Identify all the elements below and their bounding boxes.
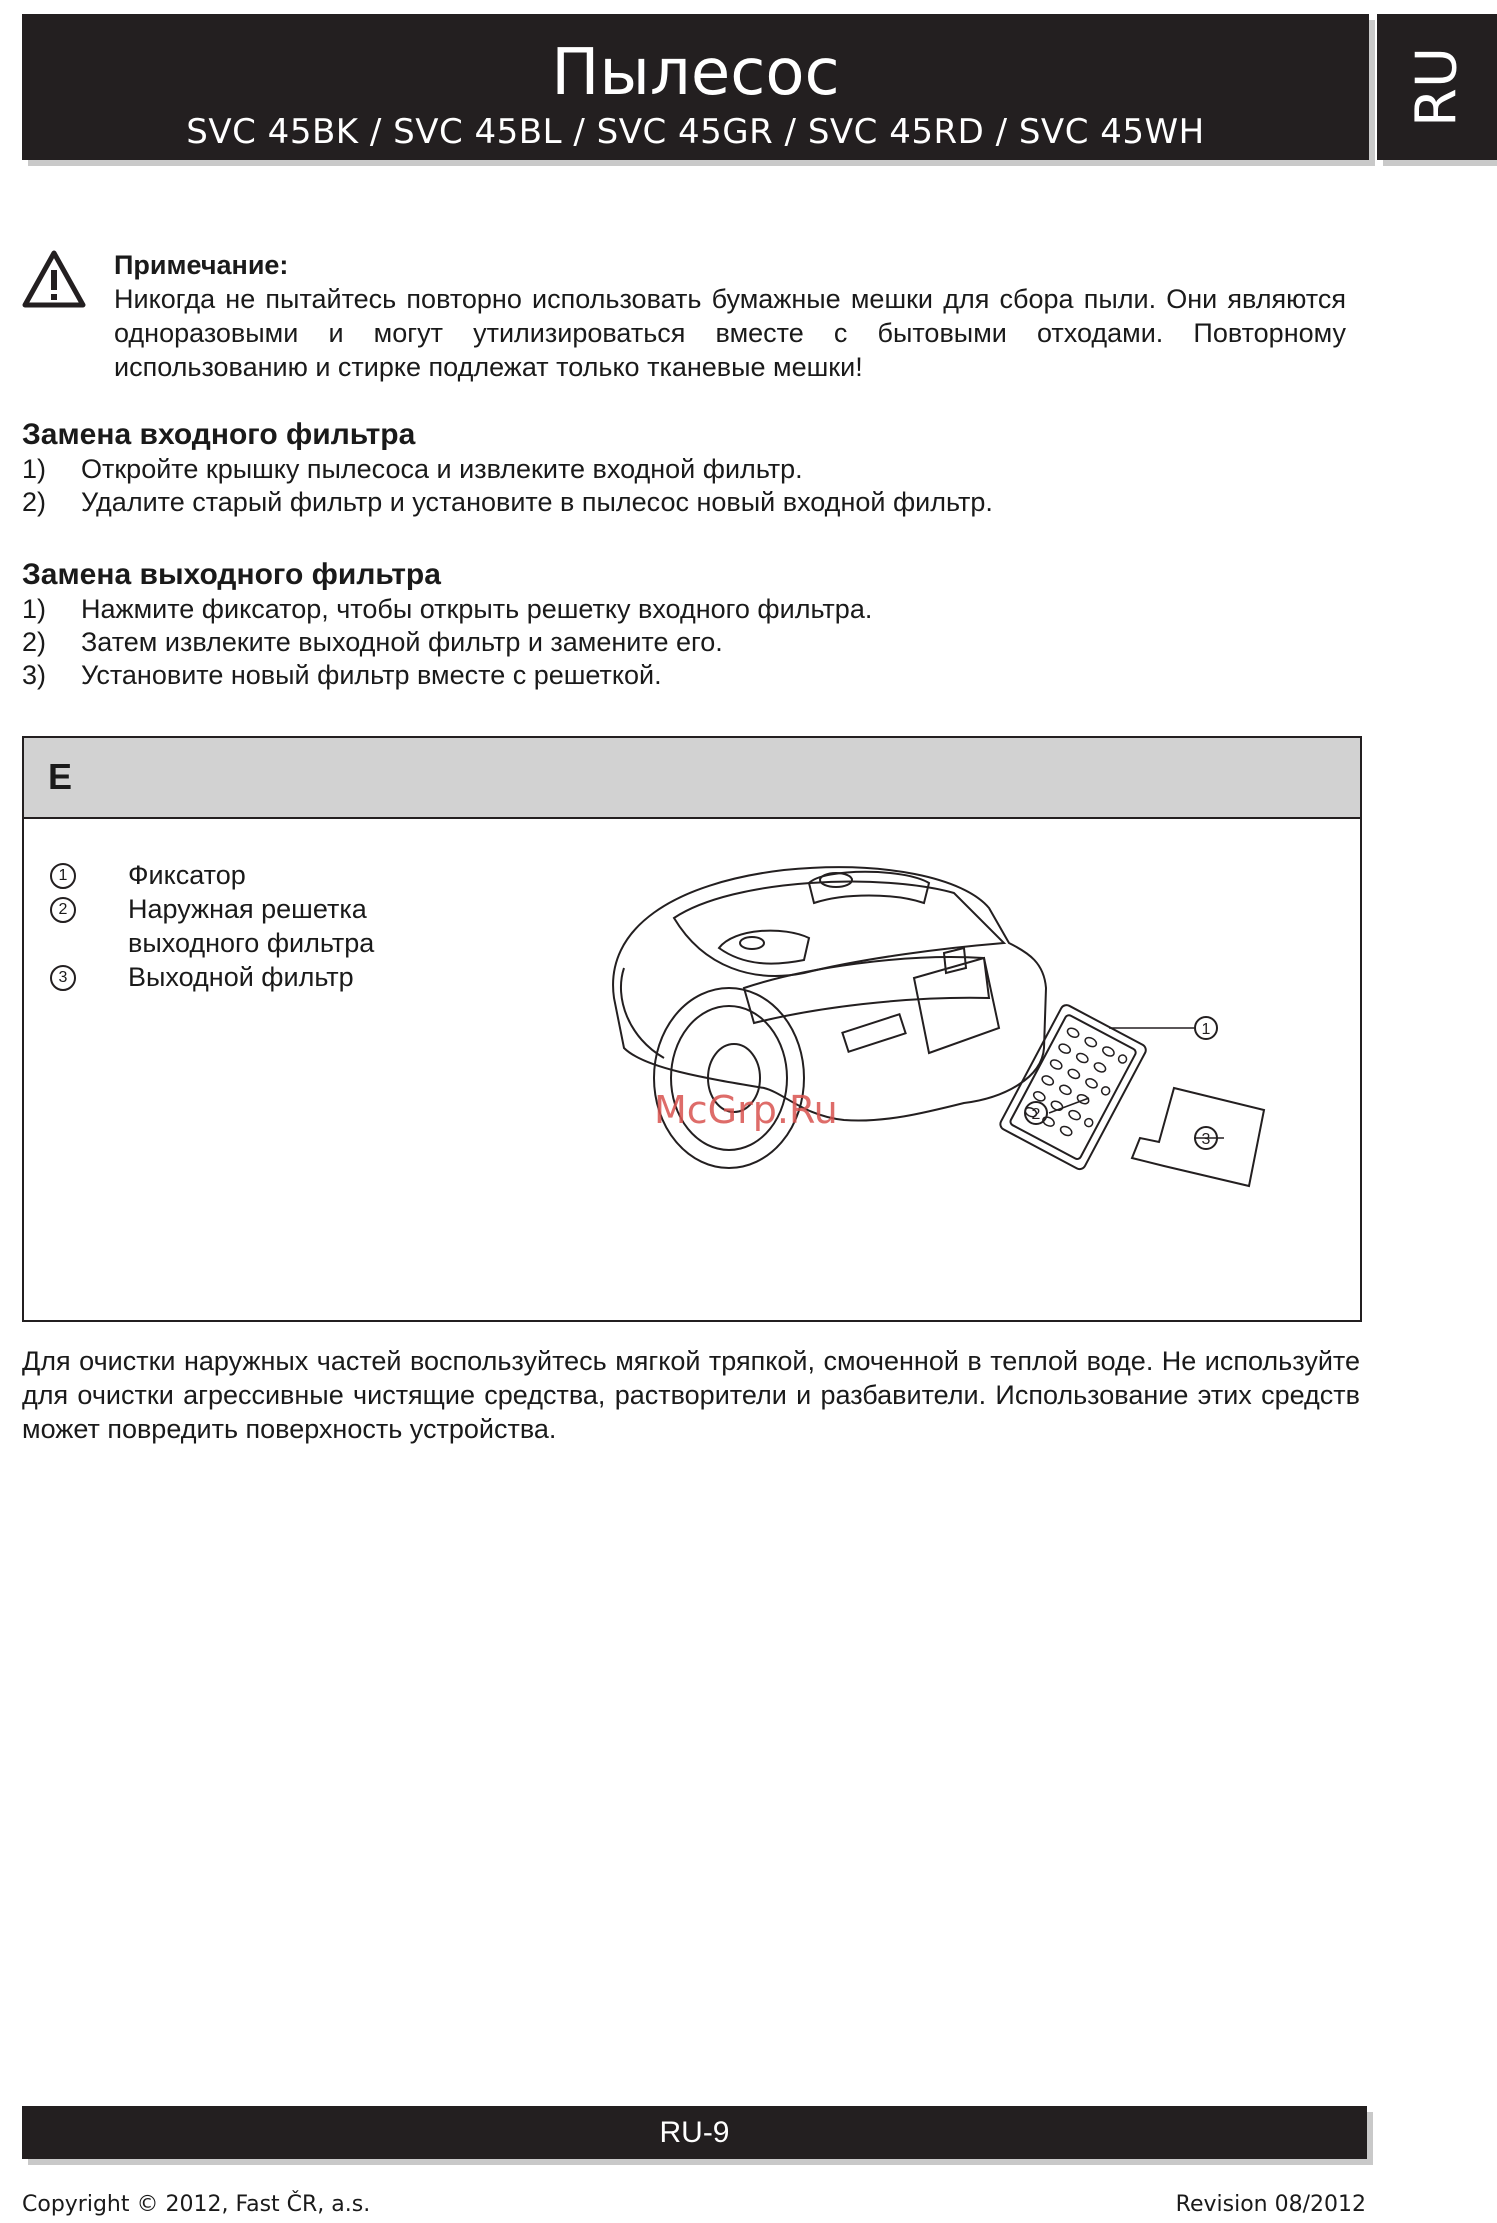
step-text: Удалите старый фильтр и установите в пылесос новый входной фильтр. <box>81 487 993 517</box>
step-number: 1) <box>22 594 47 624</box>
model-list: SVC 45BK / SVC 45BL / SVC 45GR / SVC 45RD / SVC 45WH <box>186 112 1205 152</box>
figure-e <box>22 736 1362 1322</box>
cleaning-text: Для очистки наружных частей воспользуйтесь мягкой тряпкой, смоченной в теплой воде. Не используйте для очистки агрессивные чистящие средства, растворители и разбавители. Использование этих средств может повредить поверхность устройства. <box>22 1346 1360 1444</box>
step-number: 1) <box>22 454 47 484</box>
callout-label-2: 2 <box>1031 1106 1041 1123</box>
step-text: Затем извлеките выходной фильтр и замените его. <box>81 627 723 657</box>
vacuum-handle <box>809 872 929 903</box>
outer-grille-holes <box>1024 1026 1128 1144</box>
front-button-cap <box>740 937 764 949</box>
footer-bar <box>22 2106 1367 2159</box>
figure-letter: E <box>48 756 73 797</box>
header-bar <box>22 14 1369 160</box>
legend-text: Выходной фильтр <box>128 962 354 992</box>
outer-grille-inner <box>1009 1014 1137 1161</box>
copyright: Copyright © 2012, Fast ČR, a.s. <box>22 2192 371 2217</box>
outlet-filter-title: Замена выходного фильтра <box>22 558 441 591</box>
callout-line-2 <box>1049 1098 1089 1113</box>
callout-label-1: 1 <box>1201 1021 1211 1038</box>
note-title: Примечание: <box>114 250 289 280</box>
step-text: Откройте крышку пылесоса и извлеките входной фильтр. <box>81 454 803 484</box>
legend-item <box>48 858 428 892</box>
legend-text: Фиксатор <box>128 860 246 890</box>
list-item <box>22 453 1322 486</box>
step-text: Нажмите фиксатор, чтобы открыть решетку входного фильтра. <box>81 594 873 624</box>
legend-text: Наружная решетка выходного фильтра <box>128 894 375 958</box>
figure-header <box>24 738 1360 819</box>
legend-number: 1 <box>50 863 76 889</box>
legend-number: 2 <box>50 897 76 923</box>
inlet-filter-steps <box>22 453 1322 519</box>
vacuum-top-panel <box>674 882 1004 976</box>
list-item <box>22 659 1322 692</box>
legend-number: 3 <box>50 965 76 991</box>
list-item <box>22 626 1322 659</box>
step-number: 2) <box>22 487 47 517</box>
lid-button-top <box>820 873 852 887</box>
list-item <box>22 486 1322 519</box>
language-label: RU <box>1404 47 1470 127</box>
page-title: Пылесос <box>551 36 840 110</box>
page-number: RU-9 <box>659 2116 730 2149</box>
callout-label-3: 3 <box>1201 1131 1211 1148</box>
language-tab <box>1377 14 1497 160</box>
note-block <box>114 248 1346 384</box>
filter-compartment <box>914 958 999 1053</box>
filter-grille-slot <box>842 1014 905 1052</box>
vacuum-front-button <box>719 931 809 964</box>
warning-icon <box>22 250 86 308</box>
step-number: 3) <box>22 660 47 690</box>
inlet-filter-title: Замена входного фильтра <box>22 418 416 451</box>
step-number: 2) <box>22 627 47 657</box>
note-text: Никогда не пытайтесь повторно использовать бумажные мешки для сбора пыли. Они являются одноразовыми и могут утилизироваться вместе с бытовыми отходами. Повторному использованию и стирке подлежат только тканевые мешки! <box>114 284 1346 382</box>
vacuum-wheel-outer <box>654 988 804 1168</box>
legend-item <box>48 960 428 994</box>
outlet-filter-pad <box>1132 1088 1264 1186</box>
list-item <box>22 593 1322 626</box>
figure-legend <box>48 858 428 994</box>
legend-item <box>48 892 428 960</box>
vacuum-body-outline <box>613 867 1046 1120</box>
step-text: Установите новый фильтр вместе с решеткой. <box>81 660 662 690</box>
vacuum-diagram <box>584 848 1284 1268</box>
outlet-filter-steps <box>22 593 1322 692</box>
revision: Revision 08/2012 <box>1175 2192 1366 2217</box>
watermark: McGrp.Ru <box>654 1088 838 1132</box>
vacuum-bumper <box>621 968 664 1058</box>
